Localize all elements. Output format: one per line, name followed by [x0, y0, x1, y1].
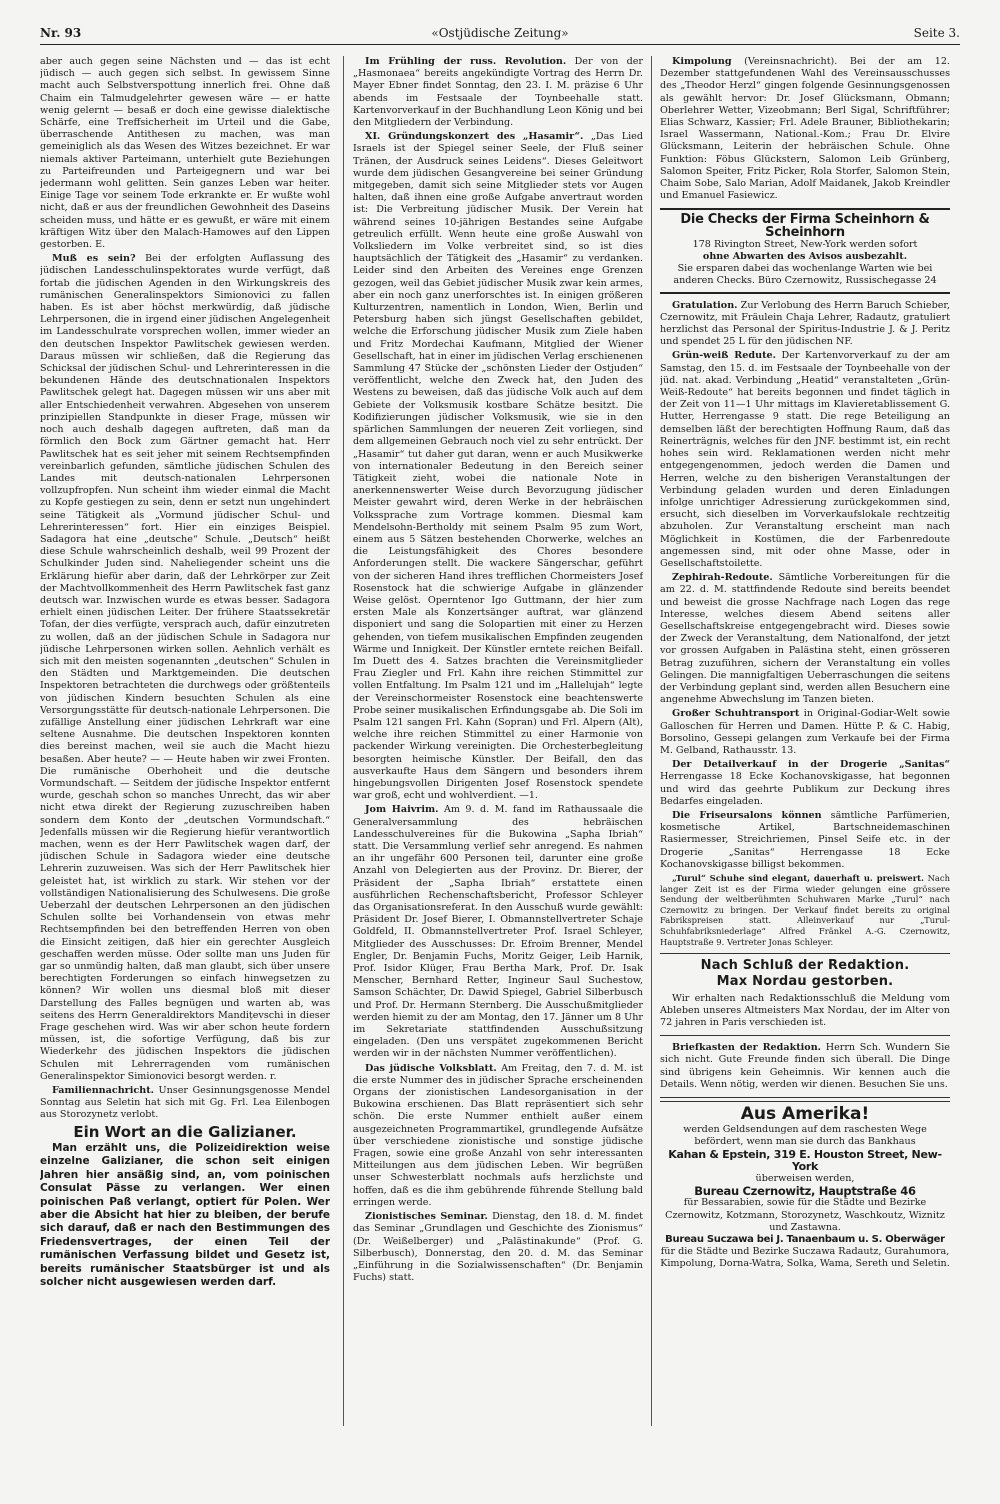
ad-line: ohne Abwarten des Avisos ausbezahlt. [702, 251, 908, 263]
article-zephirah: Zephirah-Redoute. Sämtliche Vorbereitungen für die am 22. d. M. stattfindende Redoute sind bereits beendet und beweist die grosse Nachfrage nach Logen das rege Interesse, welches diesem Abend seitens aller Gesellschaftskreise entgegengebracht wird. Dieses sowie der Zweck der Veranstaltung, dem Nationalfond, der jetzt vor grossen Aufgaben in Palästina steht, einen grösseren Betrag zuzuführen, sichern der Veranstaltung ein volles Gelingen. Die mannigfaltigen Ueberraschungen die seitens der Verbindung geplant sind, werden allen Besuchern eine angenehme Abwechslung im Tanzen bieten. [660, 572, 950, 706]
separator [660, 1097, 950, 1102]
article-volksblatt: Das jüdische Volksblatt. Am Freitag, den 7. d. M. ist die erste Nummer des in jüdischer Sprache erscheinenden Organs der zionistischen Landesorganisation in der Bukowina erschienen. Das Blatt repräsentiert sich sehr schön. Die erste Nummer enthielt außer einem ausgezeichneten Programmartikel, grundlegende Aufsätze über verschiedene zionistische und sonstige jüdische Fragen, sowie eine große Anzahl von sehr interessanten Mitteilungen aus dem jüdischen Leben. Wir begrüßen unser Schwesterblatt nochmals aufs herzlichste und hoffen, daß es die ihm gebührende führende Stellung bald erringen werde. [353, 1062, 643, 1208]
news-heading: Nach Schluß der Redaktion. [700, 958, 910, 974]
page-header [40, 26, 960, 44]
column-1 [40, 56, 330, 1446]
ad-heading: Die Friseursalons können [672, 809, 822, 821]
article-heading: Zephirah-Redoute. [672, 572, 773, 584]
briefkasten: Briefkasten der Redaktion. Herrn Sch. Wundern Sie sich nicht. Gute Freunde finden sich überall. Die Dinge sind übrigens kein Geheimnis. Wir kennen auch die Details. Wenn nötig, werden wir dienen. Besuchen Sie uns. [660, 1042, 950, 1090]
ad-text: Sie ersparen dabei das wochenlange Warten wie bei anderen Checks. Büro Czernowitz, Russischegasse 24 [673, 263, 937, 287]
article-revolution: Im Frühling der russ. Revolution. Der von der „Hasmonaea“ bereits angekündigte Vortrag des Herrn Dr. Mayer Ebner findet Sonntag, den 23. I. M. präzise 6 Uhr abends im Festsaale der Toynbeehalle statt. Kartenvorverkauf in der Buchhandlung Leon König und bei den Mitgliedern der Verbindung. [353, 56, 643, 129]
ad-schuhtransport: Großer Schuhtransport in Original-Godiar-Welt sowie Galloschen für Herren und Damen. Hütte P. & C. Habig, Borsolino, Gessepi gelangen zum Verkaufe bei der Firma M. Gelband, Rathausstr. 13. [660, 708, 950, 756]
article-hasamir: XI. Gründungskonzert des „Hasamir“. „Das Lied Israels ist der Spiegel seiner Seele, der Fluß seiner Tränen, der Ausdruck seines Leidens“. Dieses Geleitwort wurde dem jüdischen Gesangvereine bei seiner Gründung mitgegeben, damit sich seine Mitglieder stets vor Augen halten, daß ihnen eine große Aufgabe anvertraut worden ist: Die Verbreitung jüdischer Musik. Der Verein hat während seines 10-jährigen Bestandes seine Aufgabe getreulich erfüllt. Wenn heute eine große Auswahl von Volksliedern im Volke verbreitet sind, so ist dies hauptsächlich der Tätigkeit des „Hasamir“ zu verdanken. Leider sind den Arbeiten des Vereines enge Grenzen gezogen, weil das Gebiet jüdischer Musik zwar kein armes, aber ein noch ganz unerforschtes ist. In einigen größeren Kulturzentren, namentlich in London, Wien, Berlin und Petersburg haben sich jüngst Gesellschaften gebildet, welche die Erforschung jüdischer Musik zum Ziele haben und Fritz Mordechai Kaufmann, Mitglied der Wiener Gesellschaft, hat in einer im jüdischen Verlag erschienenen Sammlung 47 Stücke der „schönsten Lieder der Ostjuden“ veröffentlicht, welche den Zweck hat, den Juden des Westens zu beweisen, daß das jüdische Volk auch auf dem Gebiete der Volksmusik kostbare Schätze besitzt. Die Kodifizierungen jüdischer Volksmusik, wie sie in den spärlichen Sammlungen der neueren Zeit vorliegen, sind dem allgemeinen Gebrauch noch viel zu sehr entrückt. Der „Hasamir“ tut daher gut daran, wenn er auch Musikwerke von internationaler Bedeutung in den Bereich seiner Tätigkeit zieht, wobei die nationale Note in anerkennenswerter Weise durch Bevorzugung jüdischer Meister gewahrt wird, deren Werke in der hebräischen Volkssprache zum Vortrage kommen. Diesmal kam Mendelsohn-Bertholdy mit seinem Psalm 95 zum Wort, einem aus 5 Sätzen bestehenden Chorwerke, welches an die Leistungsfähigkeit des Chores besondere Anforderungen stellt. Die wackere Sängerschar, geführt von der sicheren Hand ihres trefflichen Chormeisters Josef Rosenstock hat die schwierige Aufgabe in glänzender Weise gelöst. Operntenor Igo Guttmann, der hier zum ersten Male als Konzertsänger auftrat, war glänzend disponiert und sang die Solopartien mit einer zu Herzen gehenden, von tiefem musikalischen Empfinden zeugenden Wärme und Innigkeit. Der Künstler erntete reichen Beifall. Im Duett des 4. Satzes brachten die Vereinsmitglieder Frau Ziegler und Frl. Kahn ihre reichen Stimmittel zur vollen Entfaltung. Im Psalm 121 und im „Hallelujah“ legte der Vereinschormeister Rosenstock eine beachtenswerte Probe seiner musikalischen Erfindungsgabe ab. Die Soli im Psalm 121 sangen Frl. Kahn (Sopran) und Frl. Alpern (Alt), welche ihre reichen Stimmittel zu einer Harmonie von packender Wirkung vereinigten. Die Orchesterbegleitung besorgten heimische Künstler. Der Beifall, den das ausverkaufte Haus dem Sängern und besonders ihrem hingebungsvollen Dirigenten Josef Rosenstock spendete war groß, echt und wohlverdient. —1. [353, 131, 643, 802]
article-heading: Jom Haivrim. [365, 804, 439, 816]
signature: r. [269, 1070, 277, 1082]
article-heading: Muß es sein? [52, 253, 136, 265]
article-heading: Das jüdische Volksblatt. [365, 1062, 497, 1074]
article-chaim: aber auch gegen seine Nächsten und — das ist echt jüdisch — auch gegen sich selbst. In gewissem Sinne macht auch Selbstverspottung innerlich frei. Ohne daß Chaim ein Talmudgelehrter gewesen wäre — er hatte wenig gelernt — besaß er doch eine gewisse dialektische Schärfe, eine Treffsicherheit im Urteil und die Gabe, überraschende Antithesen zu machen, was man gemeiniglich als das Wesen des Witzes bezeichnet. Er war niemals aktiver Parteimann, unterhielt gute Beziehungen zu Parteifreunden und Parteigegnern und war bei jedermann wohl gelitten. Sein ganzes Leben war heiter. Einige Tage vor seinem Tode erkrankte er. Er wußte wohl nicht, daß er aus der freundlichen Gewohnheit des Daseins scheiden muss, und hätte er es gewußt, er wäre mit einem kräftigen Witz über den Malach-Hamowes auf den Lippen gestorben. E. [40, 56, 330, 251]
newspaper-title: «Ostjüdische Zeitung» [431, 26, 569, 40]
article-redute: Grün-weiß Redute. Der Kartenvorverkauf zu der am Samstag, den 15. d. im Festsaale der Toynbeehalle von der jüd. nat. akad. Verbindung „Heatid“ veranstalteten „Grün-Weiß-Redoute“ hat bereits begonnen und findet täglich in der Zeit von 11—1 Uhr mittags im Klavieretablissement G. Hutter, Herrengasse 9 statt. Die rege Beteiligung an demselben läßt der berechtigten Hoffnung Raum, daß das Reinerträgnis, welches für den JNF. bestimmt ist, ein recht hohes sein wird. Reklamationen werden nicht mehr entgegengenommen, jedoch werden die Damen und Herren, welche zu den bisherigen Veranstaltungen der Verbindung geladen wurden und deren Einladungen infolge unrichtiger Adressierung zurückgekommen sind, ersucht, sich dieselben im Vorverkaufslokale rechtzeitig abzuholen. Zur Veranstaltung erscheint man nach Möglichkeit in Kostümen, die der Farbenredoute angemessen sind, mit oder ohne Masse, oder in Gesellschaftstoilette. [660, 350, 950, 569]
ad-text: für die Städte und Bezirke Suczawa Radautz, Gurahumora, Kimpolung, Dorna-Watra, Solka, Wama, Sereth und Seletin. [660, 1246, 950, 1270]
ad-scheinhorn [660, 208, 950, 293]
column-2 [353, 56, 643, 1416]
ad-text: für Bessarabien, sowie für die Städte und Bezirke Czernowitz, Kotzmann, Storozynetz, Waschkoutz, Wiznitz und Zastawna. [665, 1197, 945, 1233]
issue-number: Nr. 93 [40, 26, 82, 40]
ad-bank: Kahan & Epstein, 319 E. Houston Street, New-York [668, 1147, 942, 1173]
article-familiennachricht: Familiennachricht. Unser Gesinnungsgenosse Mendel Sonntag aus Seletin hat sich mit Gg. Frl. Lea Eilenbogen aus Storozynetz verlobt. [40, 1085, 330, 1121]
galizianer-heading: Ein Wort an die Galizianer. [73, 1122, 297, 1141]
article-gratulation: Gratulation. Zur Verlobung des Herrn Baruch Schieber, Czernowitz, mit Fräulein Chaja Lehrer, Radautz, gratuliert herzlichst das Personal der Spiritus-Industrie J. & J. Peritz und spendet 25 L für den jüdischen NF. [660, 299, 950, 348]
article-heading: Grün-weiß Redute. [672, 350, 776, 362]
news-text: Wir erhalten nach Redaktionsschluß die Meldung vom Ableben unseres Altmeisters Max Nordau, der im Alter von 72 jahren in Paris verschieden ist. [660, 992, 950, 1028]
article-heading: Im Frühling der russ. Revolution. [365, 56, 567, 67]
article-heading: Kimpolung [672, 56, 732, 67]
briefkasten-heading: Briefkasten der Redaktion. [672, 1042, 822, 1054]
article-heading: Gratulation. [672, 299, 738, 311]
ad-title: Die Checks der Firma Scheinhorn & Scheinhorn [680, 212, 930, 240]
ad-heading: Der Detailverkauf in der Drogerie „Sanitas“ [672, 759, 950, 771]
ad-heading: „Turul“ Schuhe sind elegant, dauerhaft u. preiswert. [672, 873, 924, 883]
ad-sanitas: Der Detailverkauf in der Drogerie „Sanitas“ Herrengasse 18 Ecke Kochanovskigasse, hat begonnen und wird das geehrte Publikum zur Deckung ihres Bedarfes eingeladen. [660, 759, 950, 807]
signature: —1. [519, 790, 538, 802]
article-heading: Zionistisches Seminar. [365, 1211, 488, 1223]
separator [660, 953, 950, 954]
article-seminar: Zionistisches Seminar. Dienstag, den 18. d. M. findet das Seminar „Grundlagen und Geschichte des Zionismus“ (Dr. Weißelberger) und „Palästinakunde“ (Prof. G. Silberbusch), Donnerstag, den 20. d. M. das Seminar „Einführung in die Sozialwissenschaften“ (Dr. Benjamin Fuchs) statt. [353, 1211, 643, 1284]
ad-bureau: Bureau Czernowitz, Hauptstraße 46 [694, 1184, 916, 1199]
ad-amerika [660, 1103, 950, 1271]
column-3 [660, 56, 950, 1416]
article-heading: Familiennachricht. [52, 1085, 154, 1097]
page-number: Seite 3. [913, 26, 960, 40]
article-jom-haivrim: Jom Haivrim. Am 9. d. M. fand im Rathaussaale die Generalversammlung des hebräischen Landesschulvereines für die Bukowina „Sapha Ibriah“ statt. Die Versammlung verlief sehr anregend. Es nahmen an ihr ungefähr 600 Personen teil, darunter eine große Anzahl von Delegierten aus der Provinz. Dr. Bierer, der Präsident der „Sapha Ibriah“ erstattete einen ausführlichen Rechenschaftsbericht, Professor Schleyer das Organisationsreferat. In den Ausschuß wurde gewählt: Präsident Dr. Josef Bierer, I. Obmannstellvertreter Schaje Goldfeld, II. Obmannstellvertreter Prof. Israel Schleyer, Mitglieder des Ausschusses: Dr. Efroim Brenner, Mendel Engler, Dr. Benjamin Fuchs, Moritz Geiger, Leib Harnik, Prof. Isidor Klüger, Frau Bertha Mark, Prof. Dr. Isak Menscher, Bernhard Retter, Ingineur Saul Suchestow, Samson Schächter, Dr. Dawid Spiegel, Gabriel Silberbusch und Prof. Dr. Hermann Sternberg. Die Ausschußmitglieder werden hiemit zu der am Montag, den 17. Jänner um 8 Uhr im Sekretariate stattfindenden Ausschußsitzung eingeladen. (Den uns verspätet zugekommenen Bericht werden wir in der nächsten Nummer veröffentlichen). [353, 804, 643, 1060]
ad-address: 178 Rivington Street, New-York werden sofort [692, 238, 918, 250]
ad-text: werden Geldsendungen auf dem raschesten Wege befördert, wenn man sie durch das Bankhaus [683, 1124, 927, 1148]
galizianer-text: Man erzählt uns, die Polizeidirektion weise einzelne Galizianer, die schon seit einigen Jahren hier ansäßig sind, an, vom poinischen Consulat Pässe zu verlangen. Wer einen poinischen Paß verlangt, optiert für Polen. Wer aber die Absicht hat hier zu bleiben, der berufe sich darauf, daß er nach den Bestimmungen des Friedensvertrages, der einen Teil der rumänischen Verfassung bildet und Gesetz ist, bereits rumänischer Staatsbürger ist und als solcher nicht ausgewiesen werden darf. [40, 1141, 330, 1288]
article-heading: XI. Gründungskonzert des „Hasamir“. [365, 131, 584, 143]
article-kimpolung: Kimpolung (Vereinsnachricht). Bei der am 12. Dezember stattgefundenen Wahl des Vereinsausschusses des „Theodor Herzl“ gingen folgende Gesinnungsgenossen als gewählt hervor: Dr. Josef Glücksmann, Obmann; Oberlehrer Wetter, Vizeobmann; Berl Sigal, Schriftführer; Elias Schwarz, Kassier; Frl. Adele Brauner, Bibliothekarin; Israel Wassermann, National.-Kom.; Frau Dr. Elvire Glücksmann, Leiterin der hebräischen Schule. Ohne Funktion: Föbus Glückstern, Salomon Leib Grünberg, Salomon Speiter, Fritz Picker, Rola Storfer, Salomon Stein, Chaim Sobe, Salo Marian, Adolf Maidanek, Jakob Kreindler und Emanuel Fasiewicz. [660, 56, 950, 202]
column-divider [343, 56, 344, 1426]
ad-text: überweisen werden, [755, 1173, 855, 1184]
article-muss-es-sein: Muß es sein? Bei der erfolgten Auflassung des jüdischen Landesschulinspektorates wurde verfügt, daß fortab die jüdischen Agenden in den Wirkungskreis des rumänischen Generalinspektors Simionovici zu fallen haben. Es ist aber höchst merkwürdig, daß jüdische Lehrpersonen, die in irgend einer jüdischen Angelegenheit im Landesschulrate vorsprechen wollen, immer wieder an den deutschen Inspektor Pawlitschek gewiesen werden. Daraus müssen wir schließen, daß die Regierung das Schicksal der jüdischen Schul- und Lehrerinteressen in die bekundenen Hände des deutschnationalen Inspektors Pawlitschek gelegt hat. Dagegen müssen wir uns aber mit aller Entschiedenheit verwahren. Abgesehen von unserem prinzipiellen Standpunkte in dieser Frage, müssen wir noch auch deshalb dagegen auftreten, daß man da förmlich den Bock zum Gärtner gemacht hat. Herr Pawlitschek hat es seit jeher mit seinem Rechtsempfinden vereinbarlich gefunden, sämtliche jüdischen Schulen des Landes mit deutsch-nationalen Lehrpersonen vollzupfropfen. Nun scheint ihm wieder einmal die Macht zu Kopfe gestiegen zu sein, denn er setzt nun ungehindert seine Tätigkeit als „Vormund jüdischer Schul- und Lehrerinteressen“ fort. Hier ein einziges Beispiel. Sadagora hat eine „deutsche“ Schule. „Deutsch“ heißt diese Schule wahrscheinlich deshalb, weil 99 Prozent der Schulkinder Juden sind. Naheliegender scheint uns die Erklärung hiefür aber darin, daß der Lehrkörper zur Zeit der Machtvollkommenheit des Herrn Pawlitschek fast ganz deutsch war. Inzwischen wurde es etwas besser. Sadagora erhielt einen jüdischen Leiter. Der frühere Staatssekretär Tofan, der dies verfügte, versprach auch, dafür einzutreten zu wollen, daß an der jüdischen Schule in Sadagora nur jüdische Lehrpersonen wirken sollen. Aehnlich verhält es sich mit den meisten sogenannten „deutschen“ Schulen in den Städten und Marktgemeinden. Die deutschen Inspektoren betrachteten die durchwegs oder größtenteils von jüdischen Kindern besuchten Schulen als eine Versorgungsstätte für deutsch-nationale Lehrpersonen. Die zufällige Anstellung einer jüdischen Lehrkraft war eine seltene Ausnahme. Die deutschen Inspektoren konnten dies bereinst machen, weil sie auch die Macht hiezu besaßen. Aber heute? — — Heute haben wir zwei Fronten. Die rumänische Oberhoheit und die deutsche Vormundschaft. — Seitdem der jüdische Inspektor entfernt wurde, geschah schon so manches Unrecht, das wir aber nicht etwa direkt der Regierung zuzuschreiben haben sondern dem Konto der „deutschen Vormundschaft.“ Jedenfalls müssen wir die Regierung hiefür verantwortlich machen, wenn es der Herr Pawlitschek wagen darf, der jüdischen Schule in Sadagora wieder eine deutsche Lehrerin zuzuweisen. Was sich der Herr Pawlitschek hier geleistet hat, ist wirklich zu stark. Wir stehen vor der vollständigen Nationalisierung des Schulwesens. Die große Ueberzahl der deutschen Lehrpersonen an den jüdischen Schulen sollte bei Vorhandensein von etwas mehr Rechtsempfinden bei den betreffenden Herren von oben die Einsicht zeitigen, daß hier ein gerechter Ausgleich geschaffen werden müsse. Oder sollte man uns Juden für gar so unmündig halten, daß man glaubt, sich über unsere berechtigten Forderungen so einfach hinwegsetzen zu können? Wir wollen uns diesmal bloß mit dieser Darstellung des Falles begnügen und warten ab, was seitens des Herrn Generaldirektors Mandițevschi in dieser Frage geschehen wird. Was wir aber schon heute fordern müssen, ist, die sofortige Verfügung, daß bis zur Wiederkehr des jüdischen Inspektors die jüdischen Schulen mit Lehrerragenden vom rumänischen Generalinspektor Simionovici besorgt werden. r. [40, 253, 330, 1082]
ad-turul: „Turul“ Schuhe sind elegant, dauerhaft u. preiswert. Nach langer Zeit ist es der Firma wieder gelungen eine grössere Sendung der weltberühmten Schuhwaren Marke „Turul“ nach Czernowitz zu bringen. Der Verkauf findet bereits zu original Fabrikspreisen statt. Alleinverkauf nur „Turul-Schuhfabriksniederlage“ Alfred Fränkel A.-G. Czernowitz, Hauptstraße 9. Vertreter Jonas Schleyer. [660, 873, 950, 947]
column-divider [651, 56, 652, 1426]
header-rule [40, 44, 960, 45]
ad-friseursalons: Die Friseursalons können sämtliche Parfümerien, kosmetische Artikel, Bartschneidemaschinen Rasiermesser, Streichriemen, Pinsel Seife etc. in der Drogerie „Sanitas“ Herrengasse 18 Ecke Kochanovskigasse billigst bekommen. [660, 809, 950, 870]
news-headline: Max Nordau gestorben. [716, 974, 894, 990]
ad-title: Aus Amerika! [740, 1103, 870, 1124]
signature: E. [95, 239, 106, 251]
ad-heading: Großer Schuhtransport [672, 708, 800, 720]
ad-bureau: Bureau Suczawa bei J. Tanaenbaum u. S. Oberwäger [665, 1234, 945, 1246]
separator [660, 1035, 950, 1036]
